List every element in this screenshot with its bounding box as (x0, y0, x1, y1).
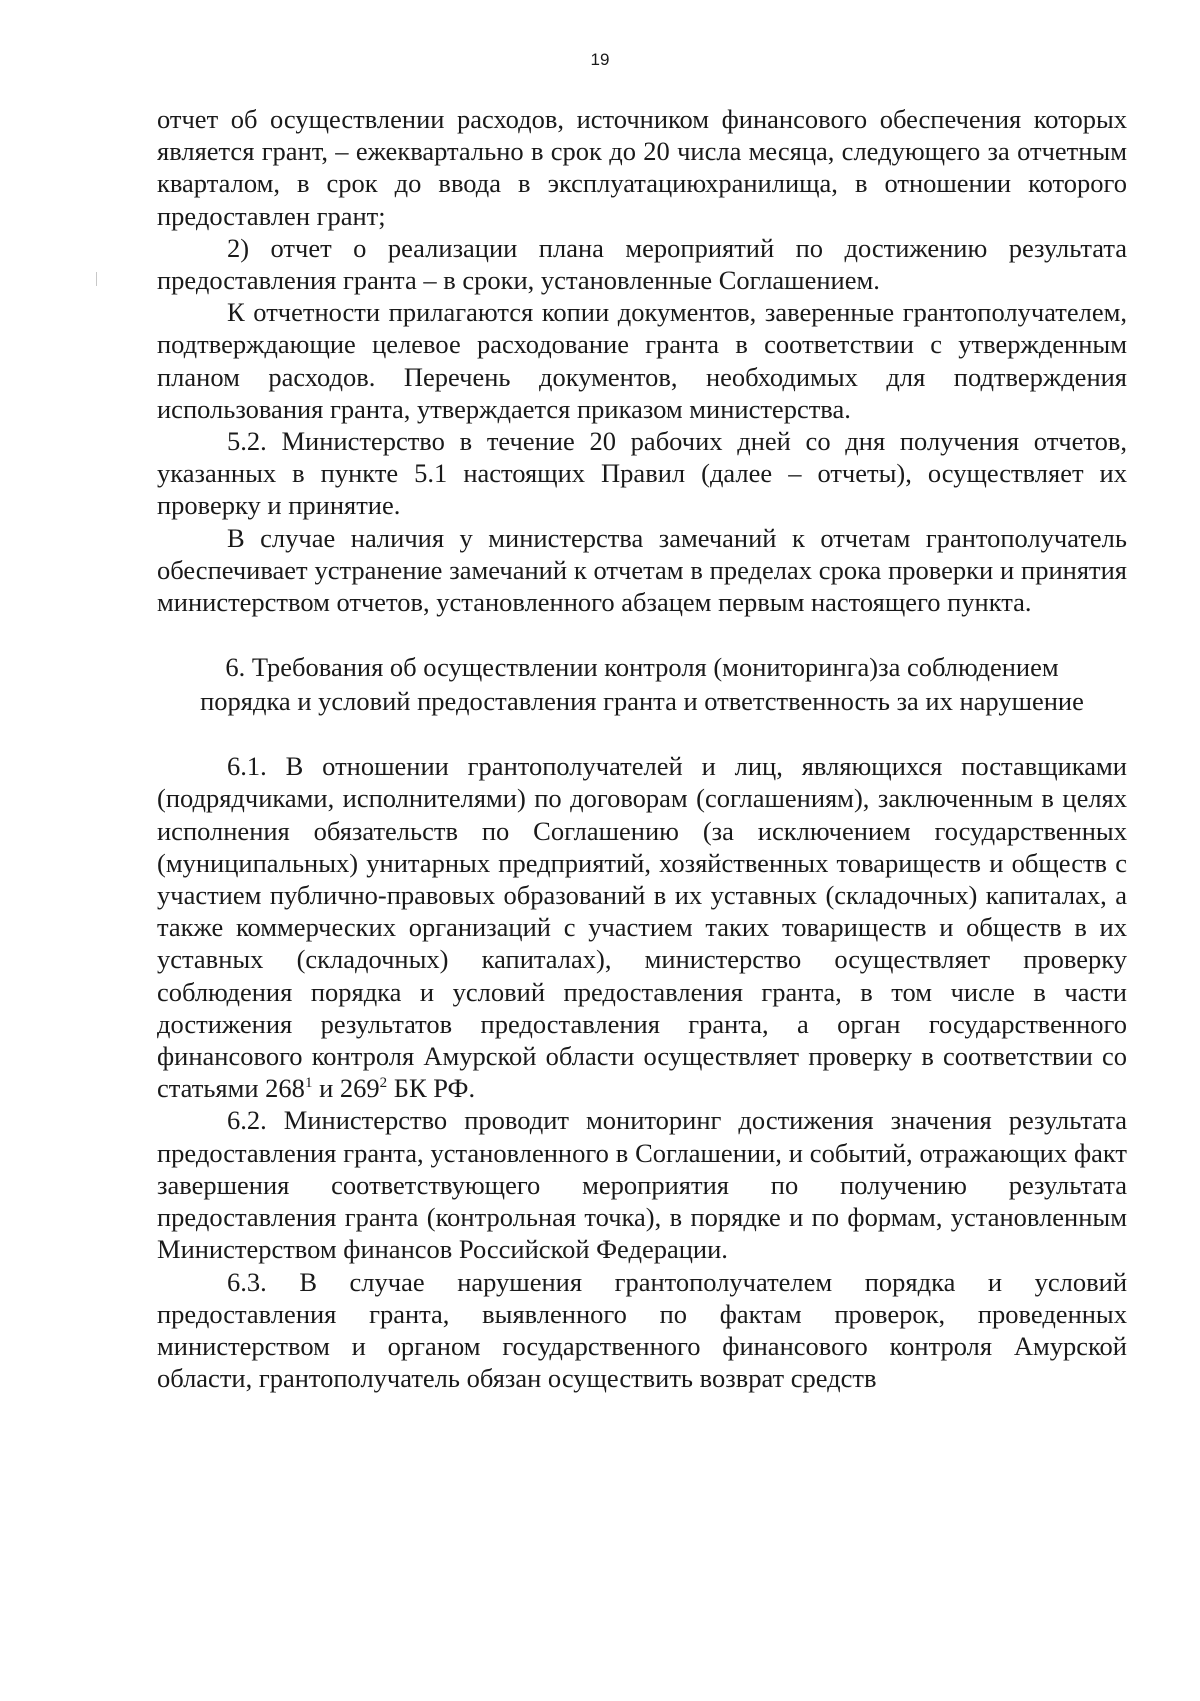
paragraph-attachments: К отчетности прилагаются копии документов, заверенные грантополучателем, подтверждающие целевое расходование гранта в соответствии с утвержденным планом расходов. Перечень документов, необходимых для подтверждения использования гранта, утверждается приказом министерства. (157, 297, 1127, 424)
paragraph-5-2: 5.2. Министерство в течение 20 рабочих дней со дня получения отчетов, указанных в пункте 5.1 настоящих Правил (далее – отчеты), осуществляет их проверку и принятие. (157, 426, 1127, 521)
section-6-heading (157, 650, 1127, 718)
paragraph-remarks: В случае наличия у министерства замечаний к отчетам грантополучатель обеспечивает устранение замечаний к отчетам в пределах срока проверки и принятия министерством отчетов, установленного абзацем первым настоящего пункта. (157, 522, 1127, 618)
paragraph-6-1-mid: и 269 (312, 1073, 380, 1104)
paragraph-report-expenses: отчет об осуществлении расходов, источником финансового обеспечения которых является грант, – ежеквартально в срок до 20 числа месяца, следующего за отчетным кварталом, в срок до ввода в эксплуатациюхранилища, в отношении которого предоставлен грант; (157, 104, 1127, 231)
paragraph-6-1-tail: БК РФ. (387, 1073, 476, 1104)
paragraph-6-2: 6.2. Министерство проводит мониторинг достижения значения результата предоставления гранта, установленного в Соглашении, и событий, отражающих факт завершения соответствующего мероприятия по получению результата предоставления гранта (контрольная точка), в порядке и по формам, установленным Министерством финансов Российской Федерации. (157, 1105, 1127, 1265)
paragraph-6-1-text: 6.1. В отношении грантополучателей и лиц, являющихся поставщиками (подрядчиками, исполнителями) по договорам (соглашениям), заключенным в целях исполнения обязательств по Соглашению (за исключением государственных (муниципальных) унитарных предприятий, хозяйственных товариществ и обществ с участием публично-правовых образований в их уставных (складочных) капиталах, а также коммерческих организаций с участием таких товариществ и обществ в их уставных (складочных) капиталах), министерство осуществляет проверку соблюдения порядка и условий предоставления гранта, в том числе в части достижения результатов предоставления гранта, а орган государственного финансового контроля Амурской области осуществляет проверку в соответствии со статьями 268 (157, 751, 1127, 1104)
superscript-268: 1 (304, 1075, 313, 1092)
superscript-269: 2 (379, 1075, 388, 1092)
section-6-heading-line-2: порядка и условий предоставления гранта и ответственность за их нарушение (200, 686, 1084, 717)
page-number: 19 (590, 50, 610, 69)
paragraph-6-1 (157, 750, 1127, 1104)
paragraph-report-plan: 2) отчет о реализации плана мероприятий по достижению результата предоставления гранта – в сроки, установленные Соглашением. (157, 232, 1127, 296)
margin-scan-mark (96, 272, 97, 286)
paragraph-6-3: 6.3. В случае нарушения грантополучателем порядка и условий предоставления гранта, выявленного по фактам проверок, проведенных министерством и органом государственного финансового контроля Амурской области, грантополучатель обязан осуществить возврат средств (157, 1266, 1127, 1394)
section-6-heading-line-1: 6. Требования об осуществлении контроля (мониторинга)за соблюдением (225, 652, 1059, 683)
document-body (157, 103, 1127, 1394)
